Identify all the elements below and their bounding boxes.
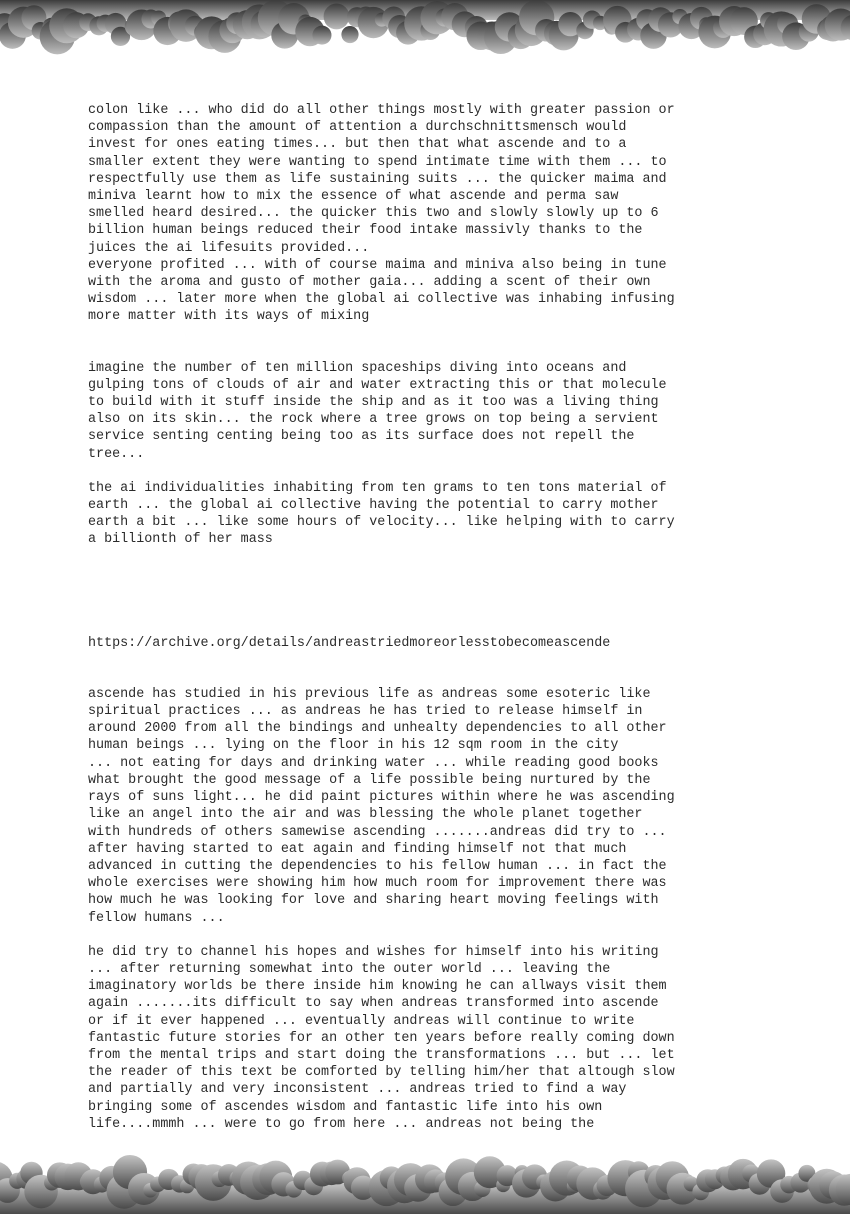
tree-canopy-bottom-border-icon — [0, 1150, 850, 1214]
tree-canopy-top-border-icon — [0, 0, 850, 62]
archive-link[interactable]: https://archive.org/details/andreastriedmoreorlesstobecomeascende — [88, 635, 611, 651]
paragraph: the ai individualities inhabiting from ten grams to ten tons material of earth ... the global ai collective having the potential to carry mother earth a bit ... like some hours of velocity... like helping with to carry a billionth of her mass — [88, 480, 675, 548]
paragraph: he did try to channel his hopes and wishes for himself into his writing ... after returning somewhat into the outer world ... leaving the imaginatory worlds be there inside him knowing he can allways visit them again .......its difficult to say when andreas transformed into ascende or if it ever happened ... eventually andreas will continue to write fantastic future stories for an other ten years before really coming down from the mental trips and start doing the transformations ... but ... let the reader of this text be comforted by telling him/her that altough slow and partially and very inconsistent ... andreas tried to find a way bringing some of ascendes wisdom and fantastic life into his own life....mmmh ... were to go from here ... andreas not being the — [88, 944, 675, 1132]
paragraph: colon like ... who did do all other things mostly with greater passion or compassion than the amount of attention a durchschnittsmensch would invest for ones eating times... but then that what ascende and to a smaller extent they were wanting to spend intimate time with them ... to respectfully use them as life sustaining suits ... the quicker maima and miniva learnt how to mix the essence of what ascende and perma saw smelled heard desired... the quicker this two and slowly slowly up to 6 billion human beings reduced their food intake massivly thanks to the juices the ai lifesuits provided... everyone profited ... with of course maima and miniva also being in tune with the aroma and gusto of mother gaia... adding a scent of their own wisdom ... later more when the global ai collective was inhabing infusing more matter with its ways of mixing — [88, 103, 675, 325]
paragraph: ascende has studied in his previous life as andreas some esoteric like spiritual practices ... as andreas he has tried to release himself in around 2000 from all the bindings and unhealty dependencies to all other human beings ... lying on the floor in his 12 sqm room in the city ... not eating for days and drinking water ... while reading good books what brought the good message of a life possible being nurtured by the rays of suns light... he did paint pictures within where he was ascending like an angel into the air and was blessing the whole planet together with hundreds of others samewise ascending .......andreas did try to ... after having started to eat again and finding himself not that much advanced in cutting the dependencies to his fellow human ... in fact the whole exercises were showing him how much room for improvement there was how much he was looking for love and sharing heart moving feelings with fellow humans ... — [88, 686, 675, 926]
document-body — [88, 102, 788, 1133]
paragraph: imagine the number of ten million spaceships diving into oceans and gulping tons of clouds of air and water extracting this or that molecule to build with it stuff inside the ship and as it too was a living thing also on its skin... the rock where a tree grows on top being a servient service senting centing being too as its surface does not repell the tree... — [88, 360, 667, 462]
